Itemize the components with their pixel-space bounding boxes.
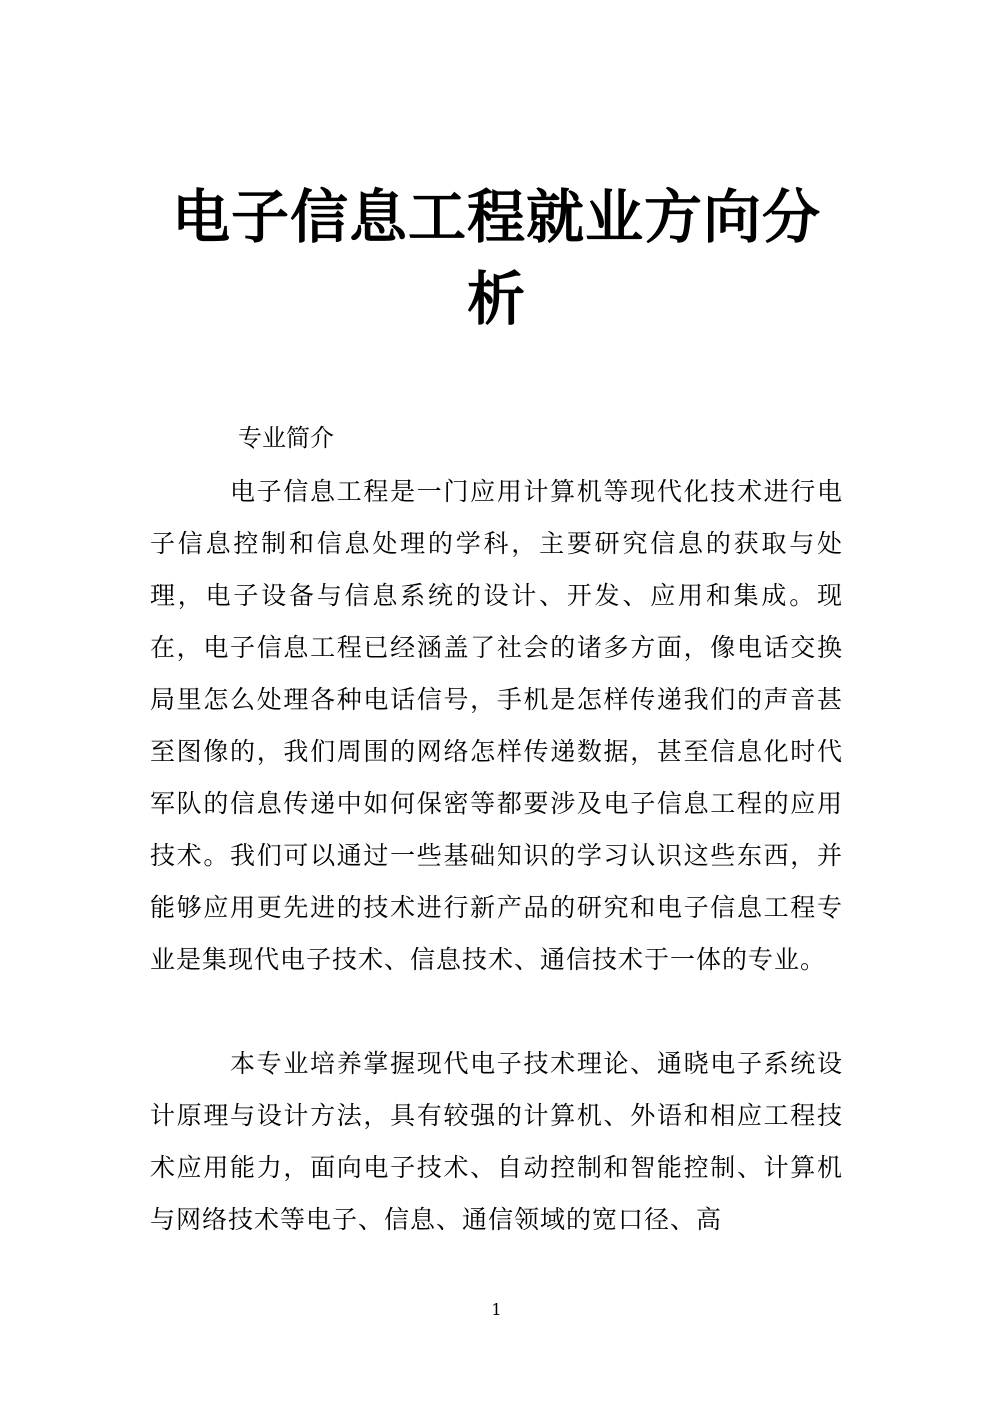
body-paragraph: 本专业培养掌握现代电子技术理论、通晓电子系统设计原理与设计方法，具有较强的计算机、外语和相应工程技术应用能力，面向电子技术、自动控制和智能控制、计算机与网络技术等电子、信息、通信领域的宽口径、高 — [150, 1049, 843, 1234]
page-number: 1 — [491, 1300, 502, 1319]
document-title: 电子信息工程就业方向分析 — [171, 183, 821, 333]
section-heading: 专业简介 — [238, 424, 334, 452]
body-paragraph: 电子信息工程是一门应用计算机等现代化技术进行电子信息控制和信息处理的学科，主要研究信息的获取与处理，电子设备与信息系统的设计、开发、应用和集成。现在，电子信息工程已经涵盖了社会的诸多方面，像电话交换局里怎么处理各种电话信号，手机是怎样传递我们的声音甚至图像的，我们周围的网络怎样传递数据，甚至信息化时代军队的信息传递中如何保密等都要涉及电子信息工程的应用技术。我们可以通过一些基础知识的学习认识这些东西，并能够应用更先进的技术进行新产品的研究和电子信息工程专业是集现代电子技术、信息技术、通信技术于一体的专业。 — [150, 477, 843, 974]
